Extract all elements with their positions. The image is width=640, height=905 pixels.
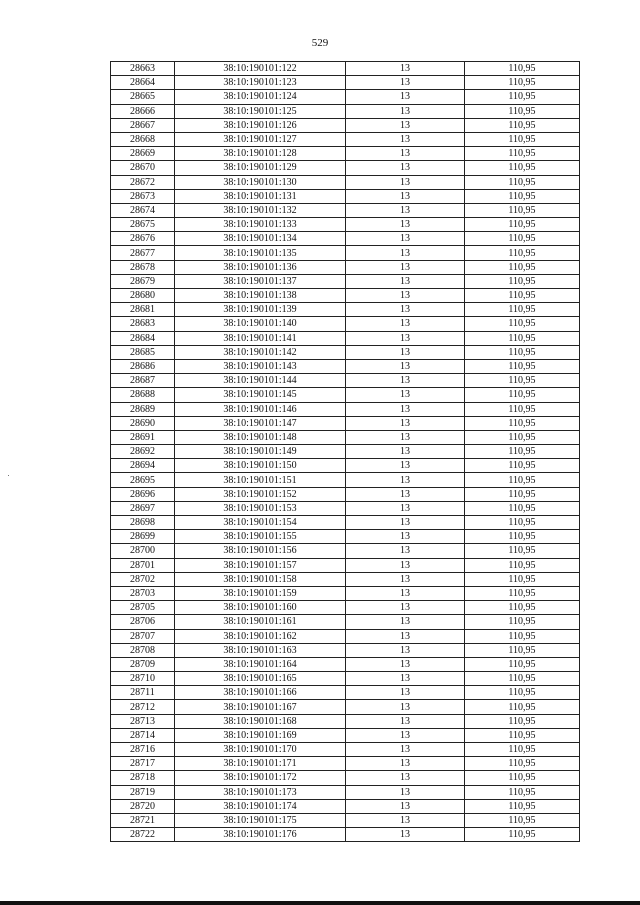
count-cell: 13 (346, 487, 465, 501)
record-number-cell: 28670 (111, 161, 175, 175)
area-cell: 110,95 (465, 331, 580, 345)
record-number-cell: 28700 (111, 544, 175, 558)
table-row (111, 558, 580, 572)
area-cell: 110,95 (465, 90, 580, 104)
cadastral-number-cell: 38:10:190101:123 (175, 76, 346, 90)
record-number-cell: 28667 (111, 118, 175, 132)
record-number-cell: 28677 (111, 246, 175, 260)
table-row (111, 175, 580, 189)
area-cell: 110,95 (465, 657, 580, 671)
table-row (111, 743, 580, 757)
count-cell: 13 (346, 359, 465, 373)
record-number-cell: 28688 (111, 388, 175, 402)
table-row (111, 643, 580, 657)
table-row (111, 359, 580, 373)
count-cell: 13 (346, 104, 465, 118)
cadastral-number-cell: 38:10:190101:137 (175, 274, 346, 288)
record-number-cell: 28710 (111, 672, 175, 686)
cadastral-number-cell: 38:10:190101:144 (175, 374, 346, 388)
parcel-table (110, 61, 580, 842)
record-number-cell: 28668 (111, 132, 175, 146)
area-cell: 110,95 (465, 530, 580, 544)
count-cell: 13 (346, 544, 465, 558)
count-cell: 13 (346, 813, 465, 827)
area-cell: 110,95 (465, 388, 580, 402)
count-cell: 13 (346, 785, 465, 799)
area-cell: 110,95 (465, 445, 580, 459)
cadastral-number-cell: 38:10:190101:149 (175, 445, 346, 459)
table-row (111, 657, 580, 671)
record-number-cell: 28684 (111, 331, 175, 345)
count-cell: 13 (346, 274, 465, 288)
cadastral-number-cell: 38:10:190101:130 (175, 175, 346, 189)
cadastral-number-cell: 38:10:190101:143 (175, 359, 346, 373)
table-row (111, 700, 580, 714)
table-row (111, 388, 580, 402)
table-row (111, 459, 580, 473)
count-cell: 13 (346, 189, 465, 203)
area-cell: 110,95 (465, 416, 580, 430)
cadastral-number-cell: 38:10:190101:125 (175, 104, 346, 118)
scan-speck (8, 475, 9, 476)
record-number-cell: 28716 (111, 743, 175, 757)
count-cell: 13 (346, 672, 465, 686)
count-cell: 13 (346, 203, 465, 217)
record-number-cell: 28701 (111, 558, 175, 572)
record-number-cell: 28699 (111, 530, 175, 544)
table-row (111, 615, 580, 629)
area-cell: 110,95 (465, 487, 580, 501)
cadastral-number-cell: 38:10:190101:127 (175, 132, 346, 146)
cadastral-number-cell: 38:10:190101:168 (175, 714, 346, 728)
record-number-cell: 28686 (111, 359, 175, 373)
area-cell: 110,95 (465, 516, 580, 530)
record-number-cell: 28694 (111, 459, 175, 473)
count-cell: 13 (346, 586, 465, 600)
count-cell: 13 (346, 686, 465, 700)
record-number-cell: 28714 (111, 728, 175, 742)
table-row (111, 757, 580, 771)
count-cell: 13 (346, 530, 465, 544)
count-cell: 13 (346, 558, 465, 572)
record-number-cell: 28681 (111, 303, 175, 317)
table-row (111, 445, 580, 459)
area-cell: 110,95 (465, 104, 580, 118)
table-row (111, 203, 580, 217)
record-number-cell: 28719 (111, 785, 175, 799)
area-cell: 110,95 (465, 799, 580, 813)
count-cell: 13 (346, 601, 465, 615)
cadastral-number-cell: 38:10:190101:145 (175, 388, 346, 402)
record-number-cell: 28720 (111, 799, 175, 813)
table-row (111, 218, 580, 232)
count-cell: 13 (346, 218, 465, 232)
table-row (111, 516, 580, 530)
cadastral-number-cell: 38:10:190101:128 (175, 147, 346, 161)
area-cell: 110,95 (465, 118, 580, 132)
record-number-cell: 28676 (111, 232, 175, 246)
area-cell: 110,95 (465, 189, 580, 203)
count-cell: 13 (346, 657, 465, 671)
cadastral-number-cell: 38:10:190101:167 (175, 700, 346, 714)
cadastral-number-cell: 38:10:190101:131 (175, 189, 346, 203)
record-number-cell: 28673 (111, 189, 175, 203)
table-row (111, 147, 580, 161)
cadastral-number-cell: 38:10:190101:157 (175, 558, 346, 572)
record-number-cell: 28692 (111, 445, 175, 459)
cadastral-number-cell: 38:10:190101:129 (175, 161, 346, 175)
cadastral-number-cell: 38:10:190101:139 (175, 303, 346, 317)
cadastral-number-cell: 38:10:190101:173 (175, 785, 346, 799)
count-cell: 13 (346, 459, 465, 473)
record-number-cell: 28683 (111, 317, 175, 331)
area-cell: 110,95 (465, 501, 580, 515)
area-cell: 110,95 (465, 714, 580, 728)
count-cell: 13 (346, 743, 465, 757)
count-cell: 13 (346, 445, 465, 459)
area-cell: 110,95 (465, 615, 580, 629)
table-row (111, 601, 580, 615)
table-row (111, 274, 580, 288)
area-cell: 110,95 (465, 473, 580, 487)
table-row (111, 317, 580, 331)
area-cell: 110,95 (465, 303, 580, 317)
count-cell: 13 (346, 402, 465, 416)
table-row (111, 430, 580, 444)
table-row (111, 76, 580, 90)
cadastral-number-cell: 38:10:190101:155 (175, 530, 346, 544)
cadastral-number-cell: 38:10:190101:142 (175, 345, 346, 359)
cadastral-number-cell: 38:10:190101:147 (175, 416, 346, 430)
count-cell: 13 (346, 473, 465, 487)
area-cell: 110,95 (465, 686, 580, 700)
count-cell: 13 (346, 771, 465, 785)
count-cell: 13 (346, 416, 465, 430)
table-row (111, 416, 580, 430)
table-row (111, 402, 580, 416)
area-cell: 110,95 (465, 161, 580, 175)
cadastral-number-cell: 38:10:190101:170 (175, 743, 346, 757)
table-row (111, 260, 580, 274)
cadastral-number-cell: 38:10:190101:175 (175, 813, 346, 827)
count-cell: 13 (346, 643, 465, 657)
count-cell: 13 (346, 147, 465, 161)
area-cell: 110,95 (465, 62, 580, 76)
cadastral-number-cell: 38:10:190101:122 (175, 62, 346, 76)
table-row (111, 714, 580, 728)
cadastral-number-cell: 38:10:190101:151 (175, 473, 346, 487)
record-number-cell: 28712 (111, 700, 175, 714)
area-cell: 110,95 (465, 274, 580, 288)
area-cell: 110,95 (465, 232, 580, 246)
record-number-cell: 28698 (111, 516, 175, 530)
area-cell: 110,95 (465, 203, 580, 217)
count-cell: 13 (346, 232, 465, 246)
cadastral-number-cell: 38:10:190101:154 (175, 516, 346, 530)
page-number: 529 (311, 37, 329, 49)
record-number-cell: 28717 (111, 757, 175, 771)
count-cell: 13 (346, 714, 465, 728)
count-cell: 13 (346, 572, 465, 586)
area-cell: 110,95 (465, 743, 580, 757)
area-cell: 110,95 (465, 813, 580, 827)
record-number-cell: 28709 (111, 657, 175, 671)
count-cell: 13 (346, 615, 465, 629)
area-cell: 110,95 (465, 374, 580, 388)
record-number-cell: 28674 (111, 203, 175, 217)
area-cell: 110,95 (465, 345, 580, 359)
area-cell: 110,95 (465, 700, 580, 714)
record-number-cell: 28672 (111, 175, 175, 189)
count-cell: 13 (346, 757, 465, 771)
area-cell: 110,95 (465, 132, 580, 146)
area-cell: 110,95 (465, 828, 580, 842)
cadastral-number-cell: 38:10:190101:138 (175, 289, 346, 303)
cadastral-number-cell: 38:10:190101:148 (175, 430, 346, 444)
record-number-cell: 28697 (111, 501, 175, 515)
count-cell: 13 (346, 728, 465, 742)
table-row (111, 289, 580, 303)
scan-bottom-edge (0, 901, 640, 905)
cadastral-number-cell: 38:10:190101:153 (175, 501, 346, 515)
record-number-cell: 28722 (111, 828, 175, 842)
count-cell: 13 (346, 62, 465, 76)
table-row (111, 629, 580, 643)
area-cell: 110,95 (465, 359, 580, 373)
record-number-cell: 28702 (111, 572, 175, 586)
record-number-cell: 28687 (111, 374, 175, 388)
table-row (111, 303, 580, 317)
cadastral-number-cell: 38:10:190101:135 (175, 246, 346, 260)
count-cell: 13 (346, 90, 465, 104)
area-cell: 110,95 (465, 771, 580, 785)
record-number-cell: 28708 (111, 643, 175, 657)
record-number-cell: 28695 (111, 473, 175, 487)
area-cell: 110,95 (465, 175, 580, 189)
area-cell: 110,95 (465, 289, 580, 303)
table-row (111, 473, 580, 487)
record-number-cell: 28703 (111, 586, 175, 600)
table-row (111, 813, 580, 827)
table-row (111, 232, 580, 246)
cadastral-number-cell: 38:10:190101:124 (175, 90, 346, 104)
area-cell: 110,95 (465, 260, 580, 274)
area-cell: 110,95 (465, 317, 580, 331)
count-cell: 13 (346, 175, 465, 189)
cadastral-number-cell: 38:10:190101:159 (175, 586, 346, 600)
count-cell: 13 (346, 345, 465, 359)
area-cell: 110,95 (465, 430, 580, 444)
count-cell: 13 (346, 828, 465, 842)
cadastral-number-cell: 38:10:190101:146 (175, 402, 346, 416)
area-cell: 110,95 (465, 76, 580, 90)
count-cell: 13 (346, 289, 465, 303)
record-number-cell: 28678 (111, 260, 175, 274)
record-number-cell: 28690 (111, 416, 175, 430)
area-cell: 110,95 (465, 728, 580, 742)
area-cell: 110,95 (465, 459, 580, 473)
table-row (111, 785, 580, 799)
table-row (111, 771, 580, 785)
cadastral-number-cell: 38:10:190101:162 (175, 629, 346, 643)
parcel-table-body (111, 62, 580, 842)
record-number-cell: 28705 (111, 601, 175, 615)
area-cell: 110,95 (465, 757, 580, 771)
record-number-cell: 28721 (111, 813, 175, 827)
record-number-cell: 28669 (111, 147, 175, 161)
cadastral-number-cell: 38:10:190101:174 (175, 799, 346, 813)
count-cell: 13 (346, 317, 465, 331)
table-row (111, 572, 580, 586)
count-cell: 13 (346, 430, 465, 444)
count-cell: 13 (346, 700, 465, 714)
area-cell: 110,95 (465, 643, 580, 657)
record-number-cell: 28689 (111, 402, 175, 416)
record-number-cell: 28685 (111, 345, 175, 359)
cadastral-number-cell: 38:10:190101:176 (175, 828, 346, 842)
cadastral-number-cell: 38:10:190101:132 (175, 203, 346, 217)
cadastral-number-cell: 38:10:190101:152 (175, 487, 346, 501)
cadastral-number-cell: 38:10:190101:160 (175, 601, 346, 615)
count-cell: 13 (346, 246, 465, 260)
area-cell: 110,95 (465, 601, 580, 615)
count-cell: 13 (346, 260, 465, 274)
cadastral-number-cell: 38:10:190101:161 (175, 615, 346, 629)
record-number-cell: 28711 (111, 686, 175, 700)
record-number-cell: 28666 (111, 104, 175, 118)
count-cell: 13 (346, 118, 465, 132)
cadastral-number-cell: 38:10:190101:163 (175, 643, 346, 657)
count-cell: 13 (346, 331, 465, 345)
table-row (111, 161, 580, 175)
area-cell: 110,95 (465, 558, 580, 572)
table-row (111, 331, 580, 345)
table-row (111, 374, 580, 388)
cadastral-number-cell: 38:10:190101:150 (175, 459, 346, 473)
record-number-cell: 28675 (111, 218, 175, 232)
table-row (111, 62, 580, 76)
area-cell: 110,95 (465, 785, 580, 799)
count-cell: 13 (346, 388, 465, 402)
record-number-cell: 28707 (111, 629, 175, 643)
table-row (111, 828, 580, 842)
table-row (111, 501, 580, 515)
record-number-cell: 28665 (111, 90, 175, 104)
cadastral-number-cell: 38:10:190101:169 (175, 728, 346, 742)
cadastral-number-cell: 38:10:190101:141 (175, 331, 346, 345)
table-row (111, 530, 580, 544)
cadastral-number-cell: 38:10:190101:172 (175, 771, 346, 785)
table-row (111, 728, 580, 742)
count-cell: 13 (346, 501, 465, 515)
cadastral-number-cell: 38:10:190101:165 (175, 672, 346, 686)
table-row (111, 132, 580, 146)
count-cell: 13 (346, 799, 465, 813)
record-number-cell: 28679 (111, 274, 175, 288)
count-cell: 13 (346, 161, 465, 175)
record-number-cell: 28706 (111, 615, 175, 629)
count-cell: 13 (346, 374, 465, 388)
record-number-cell: 28718 (111, 771, 175, 785)
cadastral-number-cell: 38:10:190101:136 (175, 260, 346, 274)
count-cell: 13 (346, 629, 465, 643)
table-row (111, 799, 580, 813)
count-cell: 13 (346, 76, 465, 90)
cadastral-number-cell: 38:10:190101:133 (175, 218, 346, 232)
count-cell: 13 (346, 132, 465, 146)
table-row (111, 345, 580, 359)
table-row (111, 586, 580, 600)
count-cell: 13 (346, 303, 465, 317)
area-cell: 110,95 (465, 147, 580, 161)
count-cell: 13 (346, 516, 465, 530)
record-number-cell: 28680 (111, 289, 175, 303)
table-row (111, 686, 580, 700)
record-number-cell: 28691 (111, 430, 175, 444)
area-cell: 110,95 (465, 572, 580, 586)
record-number-cell: 28663 (111, 62, 175, 76)
cadastral-number-cell: 38:10:190101:171 (175, 757, 346, 771)
cadastral-number-cell: 38:10:190101:126 (175, 118, 346, 132)
cadastral-number-cell: 38:10:190101:166 (175, 686, 346, 700)
area-cell: 110,95 (465, 586, 580, 600)
cadastral-number-cell: 38:10:190101:164 (175, 657, 346, 671)
table-row (111, 104, 580, 118)
table-row (111, 118, 580, 132)
cadastral-number-cell: 38:10:190101:158 (175, 572, 346, 586)
table-row (111, 487, 580, 501)
area-cell: 110,95 (465, 402, 580, 416)
table-row (111, 90, 580, 104)
area-cell: 110,95 (465, 544, 580, 558)
area-cell: 110,95 (465, 629, 580, 643)
record-number-cell: 28664 (111, 76, 175, 90)
record-number-cell: 28713 (111, 714, 175, 728)
table-row (111, 246, 580, 260)
area-cell: 110,95 (465, 218, 580, 232)
area-cell: 110,95 (465, 246, 580, 260)
cadastral-number-cell: 38:10:190101:134 (175, 232, 346, 246)
table-row (111, 672, 580, 686)
cadastral-number-cell: 38:10:190101:140 (175, 317, 346, 331)
record-number-cell: 28696 (111, 487, 175, 501)
cadastral-number-cell: 38:10:190101:156 (175, 544, 346, 558)
area-cell: 110,95 (465, 672, 580, 686)
table-row (111, 189, 580, 203)
table-row (111, 544, 580, 558)
